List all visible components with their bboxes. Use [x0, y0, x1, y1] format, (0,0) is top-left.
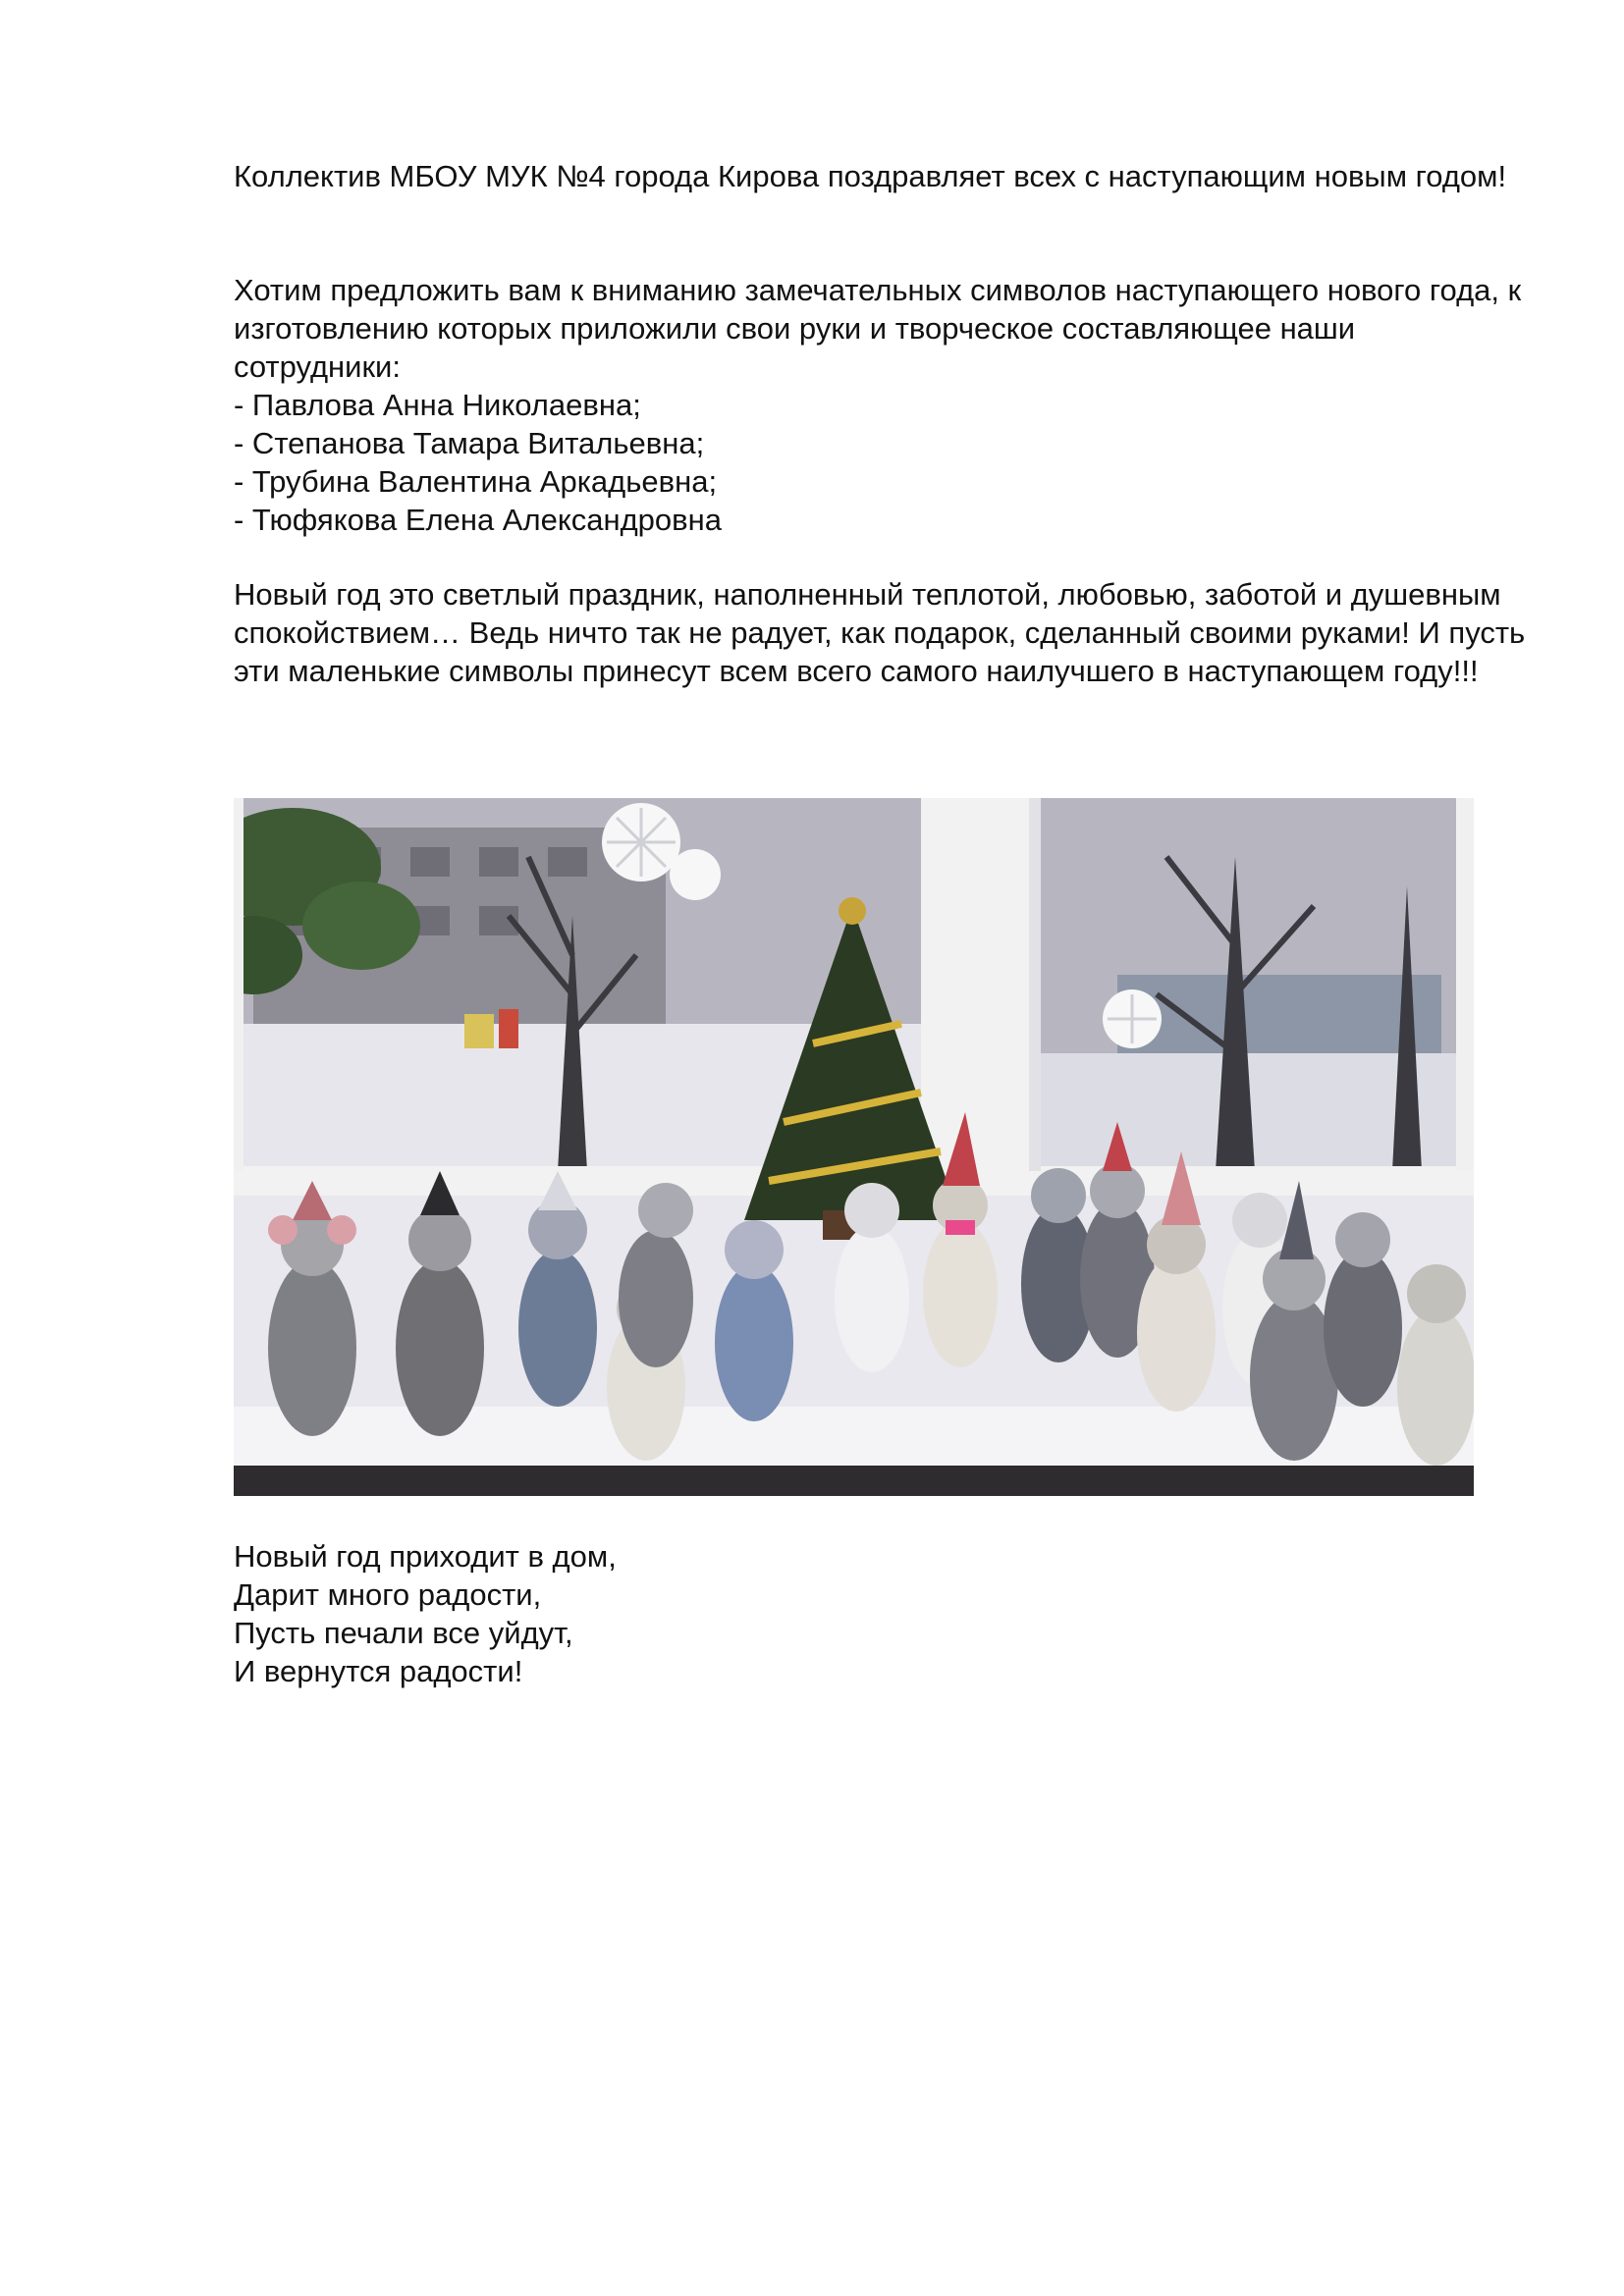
poem-line: Пусть печали все уйдут,	[234, 1616, 573, 1650]
staff-item: - Павлова Анна Николаевна;	[234, 388, 641, 422]
figurines-photo	[234, 798, 1474, 1496]
staff-item: - Трубина Валентина Аркадьевна;	[234, 464, 718, 499]
poem-line: И вернутся радости!	[234, 1654, 523, 1688]
staff-item: - Тюфякова Елена Александровна	[234, 503, 722, 537]
intro-paragraph: Хотим предложить вам к вниманию замечательных символов наступающего нового года, к изготовлению которых приложили свои руки и творческое составляющее наши сотрудники:	[234, 273, 1530, 384]
poem-line: Дарит много радости,	[234, 1577, 542, 1612]
figurines-photo-illustration	[234, 798, 1474, 1496]
poem	[234, 1537, 617, 1690]
wishes-paragraph: Новый год это светлый праздник, наполненный теплотой, любовью, заботой и душевным спокойствием… Ведь ничто так не радует, как подарок, сделанный своими руками! И пусть эти маленькие символы принесут всем всего самого наилучшего в наступающем году!!!	[234, 577, 1534, 688]
staff-item: - Степанова Тамара Витальевна;	[234, 426, 705, 460]
poem-line: Новый год приходит в дом,	[234, 1539, 617, 1574]
staff-list	[234, 386, 722, 539]
greeting-paragraph: Коллектив МБОУ МУК №4 города Кирова поздравляет всех с наступающим новым годом!	[234, 159, 1507, 193]
